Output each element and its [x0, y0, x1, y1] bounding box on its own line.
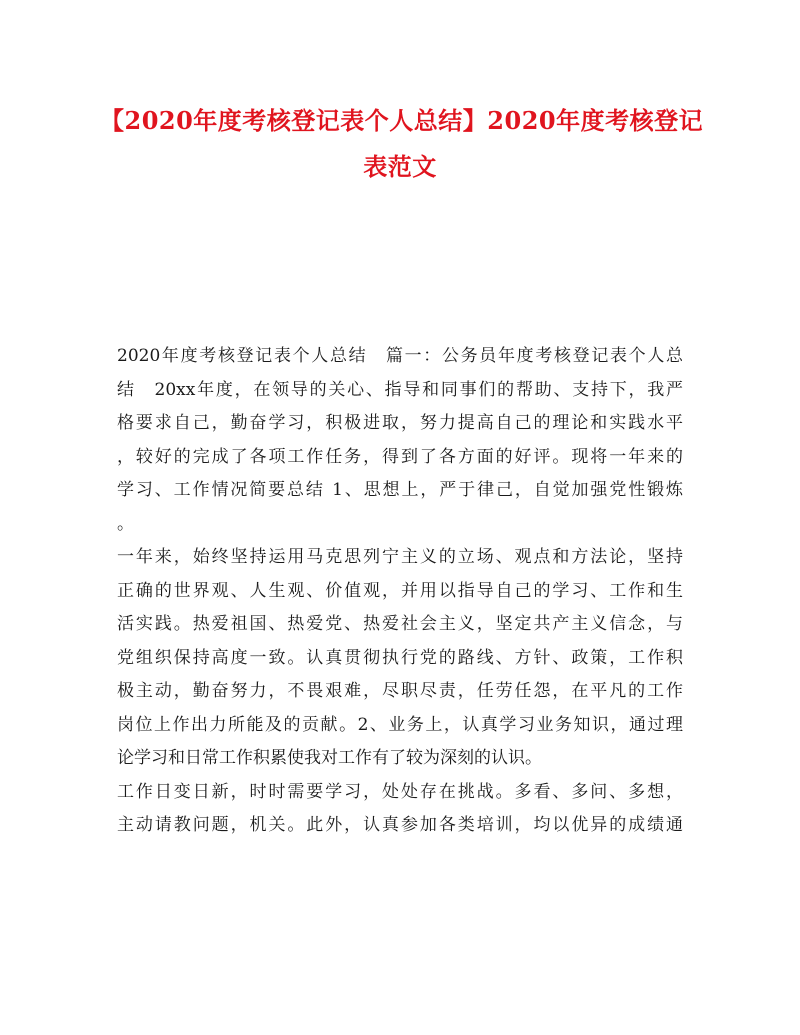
text-line: 一年来，始终坚持运用马克思列宁主义的立场、观点和方法论，坚持: [117, 547, 683, 567]
text-line: 工作日变日新，时时需要学习，处处存在挑战。多看、多问、多想，: [117, 781, 683, 802]
text-line: 。: [117, 513, 134, 534]
text-line: 论学习和日常工作积累使我对工作有了较为深刻的认识。: [117, 748, 542, 768]
text-line: ，较好的完成了各项工作任务，得到了各方面的好评。现将一年来的: [117, 446, 683, 467]
document-body: [117, 340, 683, 843]
text-line: 岗位上作出力所能及的贡献。2、业务上，认真学习业务知识，通过理: [117, 714, 683, 735]
title-line-1: 【2020年度考核登记表个人总结】2020年度考核登记: [100, 106, 704, 135]
text-line: 极主动，勤奋努力，不畏艰难，尽职尽责，任劳任怨，在平凡的工作: [117, 681, 683, 701]
text-line: 学习、工作情况简要总结 1、思想上，严于律己，自觉加强党性锻炼: [117, 480, 683, 500]
paragraph-3: [117, 776, 683, 843]
title-line-2: 表范文: [363, 152, 437, 181]
paragraph-2: [117, 541, 683, 776]
text-line: 格要求自己，勤奋学习，积极进取，努力提高自己的理论和实践水平: [117, 413, 683, 433]
paragraph-1: [117, 340, 683, 541]
text-line: 活实践。热爱祖国、热爱党、热爱社会主义，坚定共产主义信念，与: [117, 614, 683, 634]
text-line: 正确的世界观、人生观、价值观，并用以指导自己的学习、工作和生: [117, 580, 683, 601]
document-title: [100, 98, 704, 190]
text-line: 2020年度考核登记表个人总结 篇一：公务员年度考核登记表个人总: [117, 346, 683, 366]
text-line: 党组织保持高度一致。认真贯彻执行党的路线、方针、政策，工作积: [117, 647, 683, 668]
text-line: 结 20xx年度，在领导的关心、指导和同事们的帮助、支持下，我严: [117, 379, 683, 400]
text-line: 主动请教问题，机关。此外，认真参加各类培训，均以优异的成绩通: [117, 815, 683, 835]
